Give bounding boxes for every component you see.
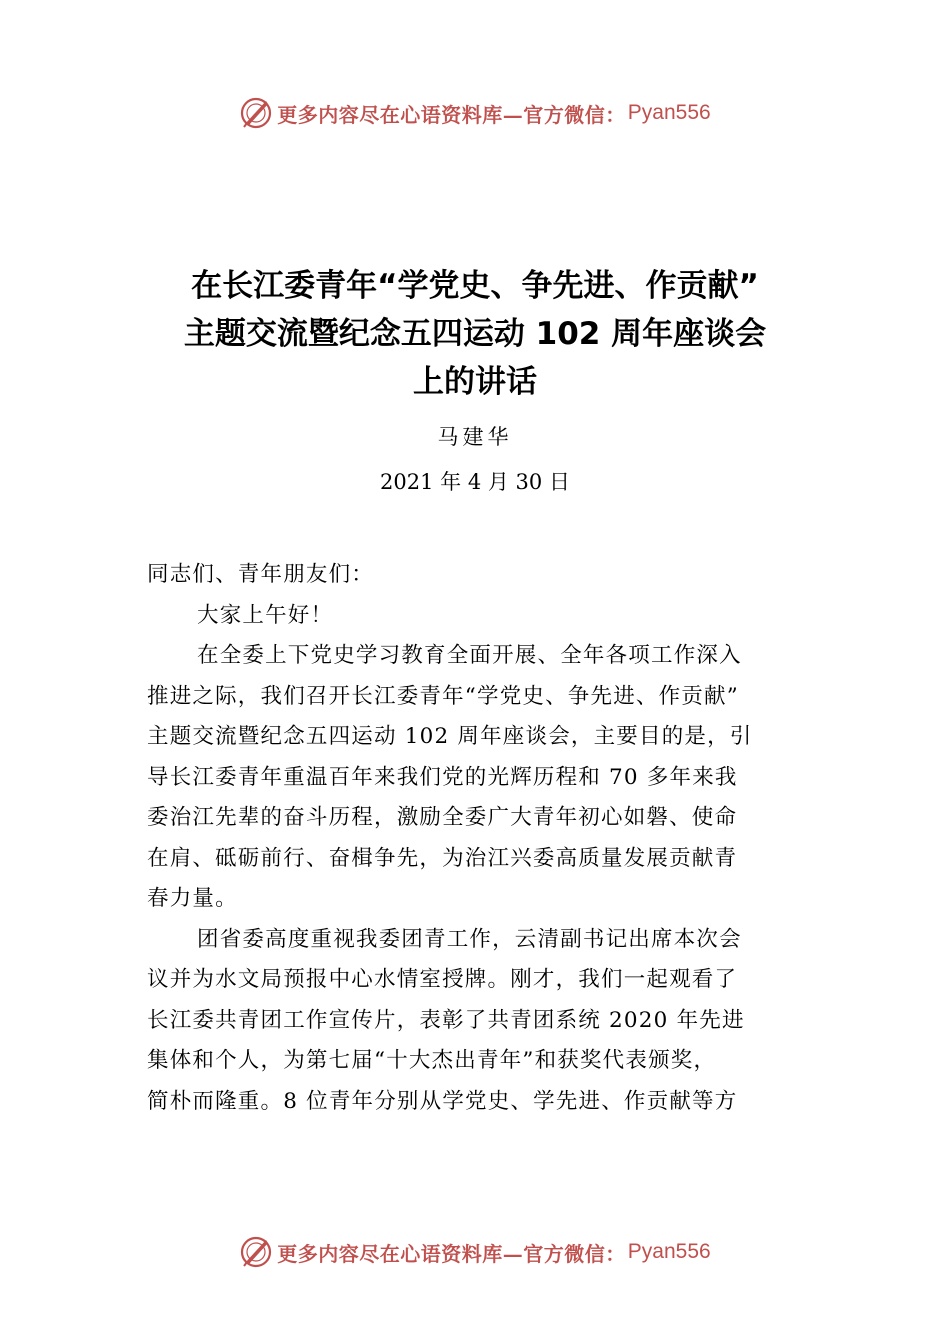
paragraph-1-line: 在全委上下党史学习教育全面开展、全年各项工作深入 xyxy=(197,643,742,668)
quill-seal-icon xyxy=(239,1235,273,1269)
document-title xyxy=(120,262,830,406)
paragraph-2-line: 议并为水文局预报中心水情室授牌。刚才，我们一起观看了 xyxy=(147,967,738,992)
greeting: 大家上午好！ xyxy=(197,602,334,628)
watermark-wechat-id: Pyan556 xyxy=(627,1240,711,1263)
paragraph-2-line: 团省委高度重视我委团青工作，云清副书记出席本次会 xyxy=(197,926,742,952)
title-line-2: 主题交流暨纪念五四运动 102 周年座谈会 xyxy=(183,316,767,352)
watermark-text: 更多内容尽在心语资料库—官方微信： xyxy=(277,1241,626,1266)
date: 2021 年 4 月 30 日 xyxy=(380,470,570,494)
quill-seal-icon xyxy=(239,96,273,130)
document-body xyxy=(147,555,812,1122)
paragraph-1-line: 在肩、砥砺前行、奋楫争先，为治江兴委高质量发展贡献青 xyxy=(147,845,738,871)
title-line-3: 上的讲话 xyxy=(413,364,537,400)
paragraph-2-line: 简朴而隆重。8 位青年分别从学党史、学先进、作贡献等方 xyxy=(147,1088,738,1114)
paragraph-2-line: 长江委共青团工作宣传片，表彰了共青团系统 2020 年先进 xyxy=(147,1007,745,1033)
paragraph-1-line: 导长江委青年重温百年来我们党的光辉历程和 70 多年来我 xyxy=(147,764,738,790)
paragraph-1-line: 推进之际，我们召开长江委青年“学党史、争先进、作贡献” xyxy=(147,683,739,709)
paragraph-2-line: 集体和个人，为第七届“十大杰出青年”和获奖代表颁奖， xyxy=(147,1048,717,1073)
paragraph-1-line: 主题交流暨纪念五四运动 102 周年座谈会，主要目的是，引 xyxy=(147,724,753,749)
title-line-1: 在长江委青年“学党史、争先进、作贡献” xyxy=(191,268,759,304)
watermark-wechat-id: Pyan556 xyxy=(627,101,711,124)
author: 马建华 xyxy=(437,425,513,449)
watermark-text: 更多内容尽在心语资料库—官方微信： xyxy=(277,102,626,127)
paragraph-1-line: 委治江先辈的奋斗历程，激励全委广大青年初心如磐、使命 xyxy=(147,805,738,830)
header-watermark xyxy=(0,93,950,133)
footer-watermark xyxy=(0,1232,950,1272)
salutation: 同志们、青年朋友们： xyxy=(147,562,375,587)
paragraph-1-line: 春力量。 xyxy=(147,886,238,911)
